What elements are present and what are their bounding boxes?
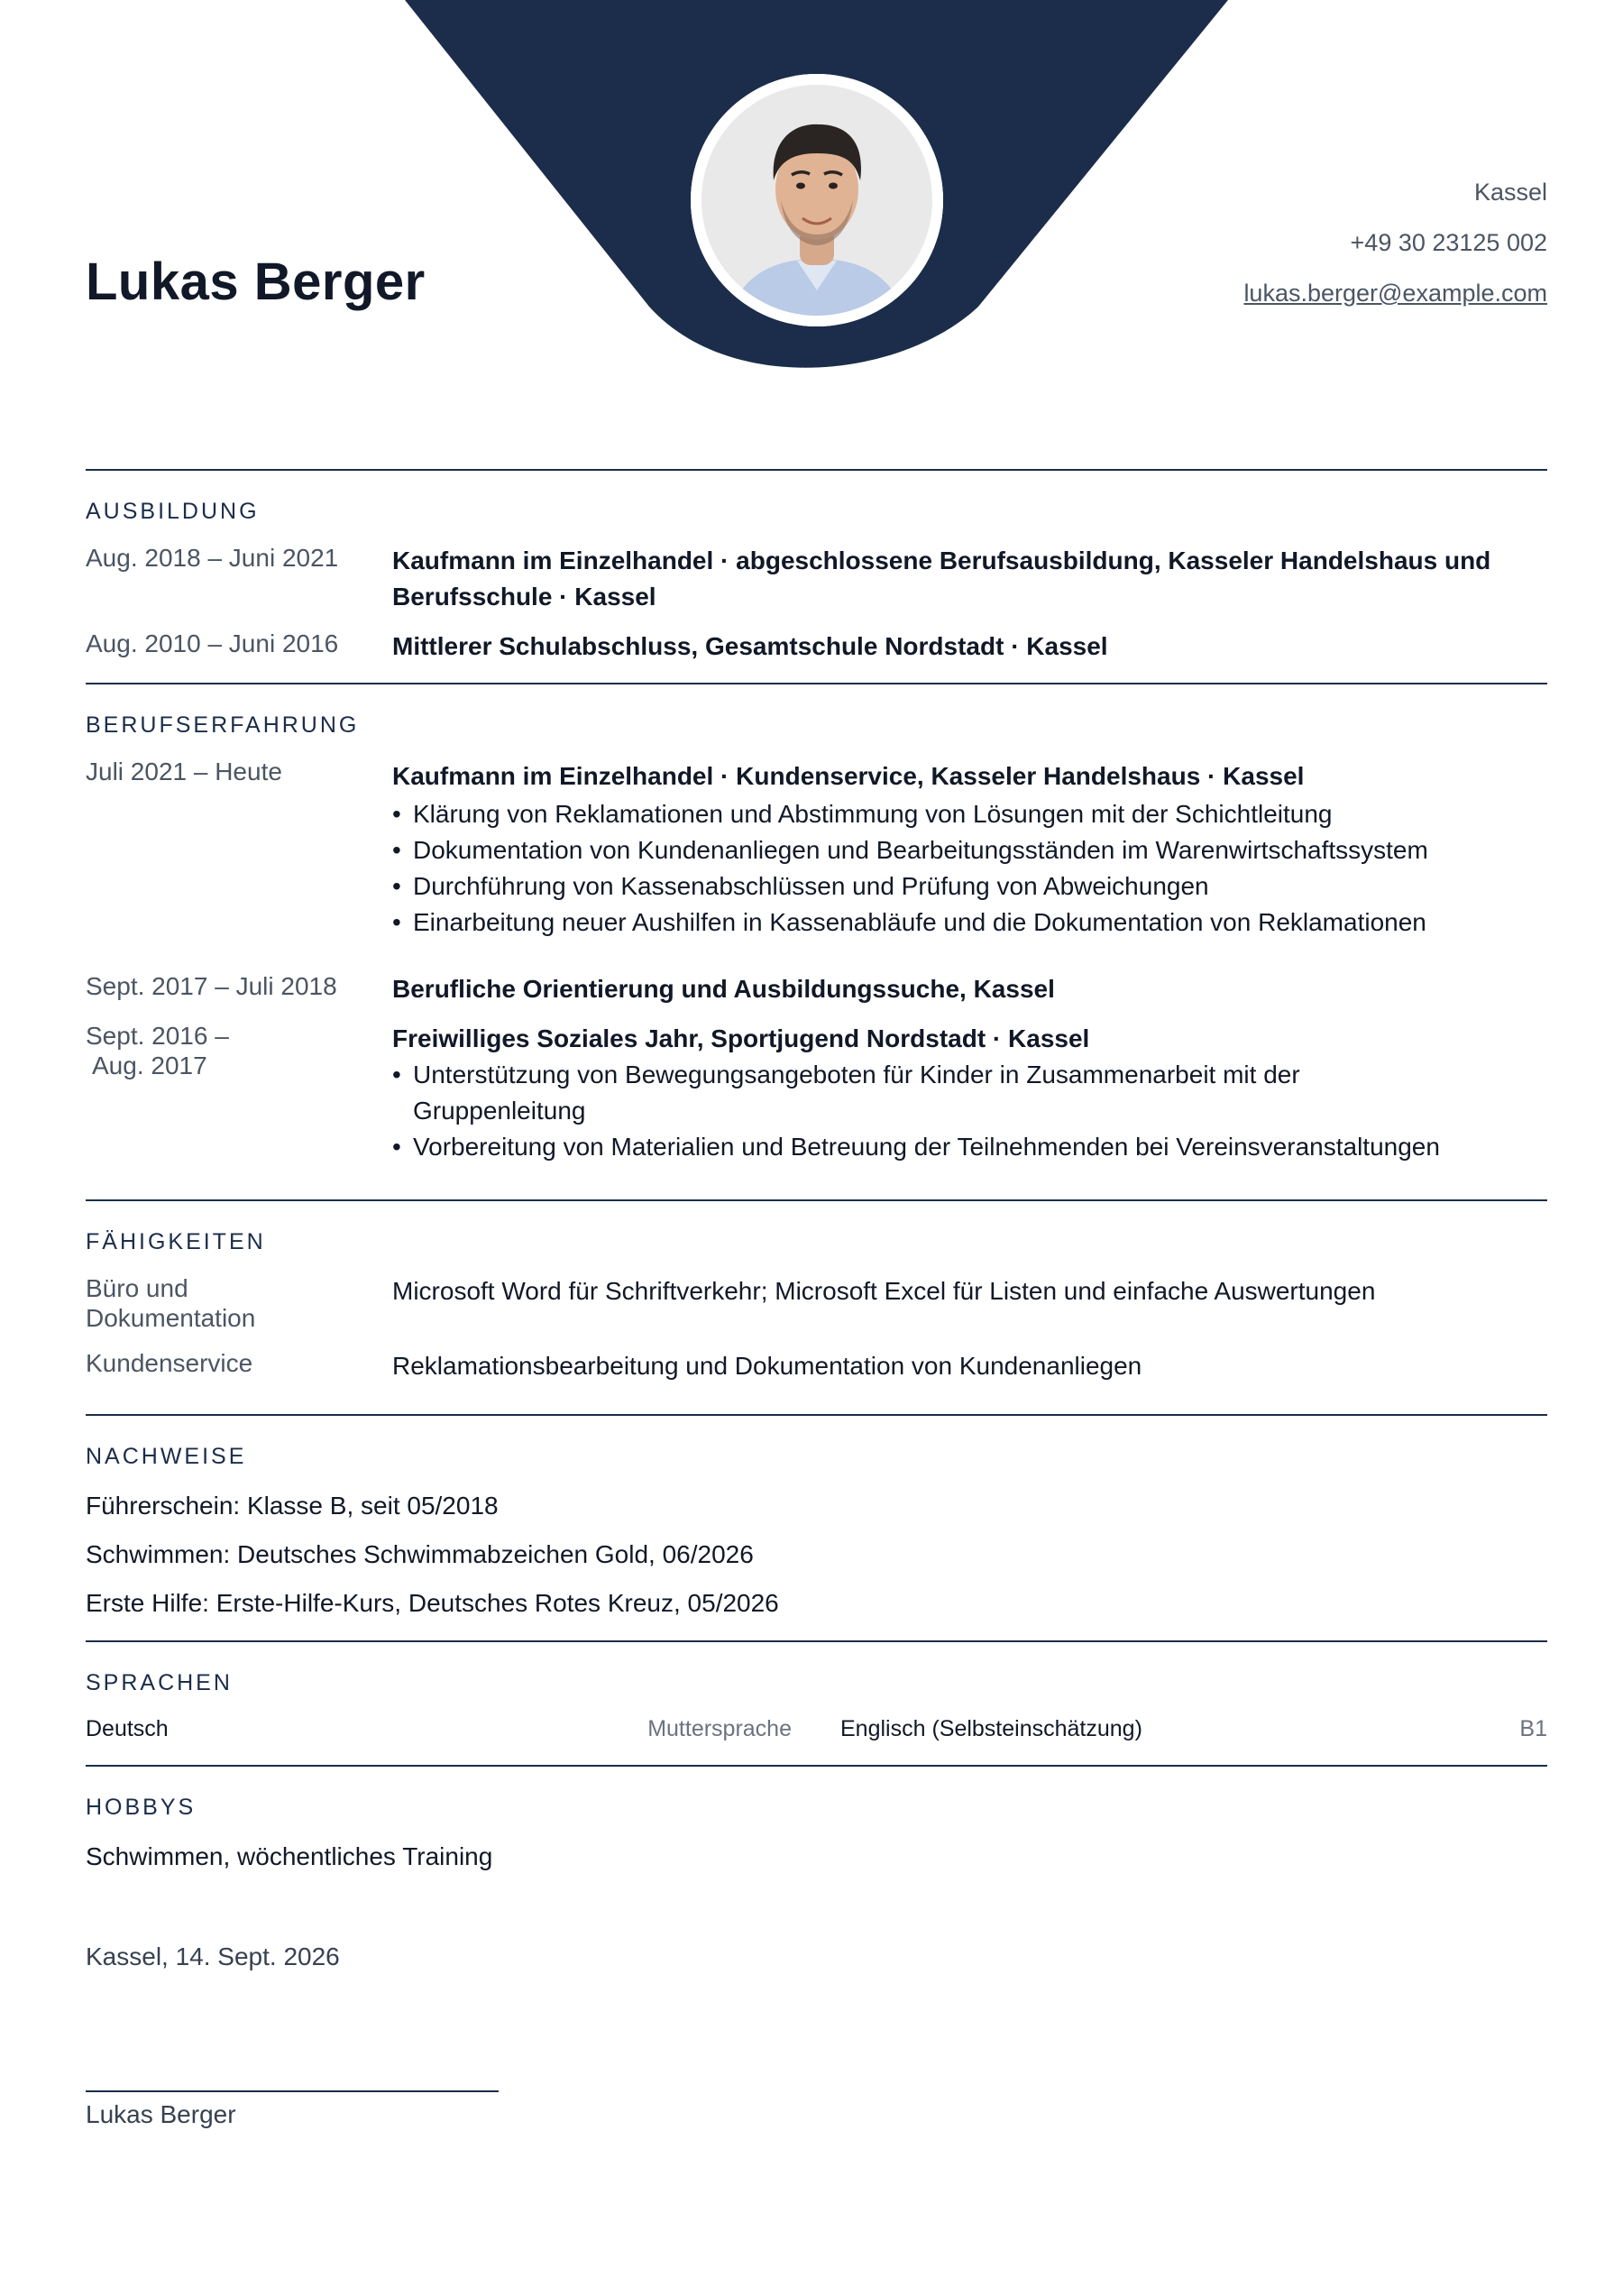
entry-title-line: Berufsschule · Kassel [392, 583, 656, 611]
entry-content [392, 543, 1547, 615]
list-item: Schwimmen: Deutsches Schwimmabzeichen Gold, 06/2026 [86, 1540, 754, 1568]
entry-date [86, 1021, 374, 1080]
signature-name: Lukas Berger [86, 2100, 236, 2128]
entry-title: Berufliche Orientierung und Ausbildungssuche, Kassel [392, 975, 1055, 1003]
section-title: HOBBYS [86, 1795, 197, 1820]
language-name: Deutsch [86, 1716, 169, 1741]
skill-label [86, 1273, 374, 1333]
bullet-list [392, 1057, 1547, 1165]
entry-title: Freiwilliges Soziales Jahr, Sportjugend Nordstadt · Kassel [392, 1024, 1090, 1052]
section-berufserfahrung [86, 683, 1547, 1201]
entry-content [392, 971, 1547, 1007]
list-item: Führerschein: Klasse B, seit 05/2018 [86, 1492, 499, 1520]
section-sprachen [86, 1640, 1547, 1767]
skill-value: Microsoft Word für Schriftverkehr; Microsoft Excel für Listen und einfache Auswertungen [392, 1277, 1376, 1305]
entry-title-line: Kaufmann im Einzelhandel · abgeschlossene Berufsausbildung, Kasseler Handelshaus und [392, 546, 1491, 574]
contact-city: Kassel [1473, 179, 1547, 206]
section-title: BERUFSERFAHRUNG [86, 712, 360, 738]
skill-label-line: Dokumentation [86, 1304, 256, 1332]
section-title: NACHWEISE [86, 1444, 247, 1469]
contact-email-link[interactable]: lukas.berger@example.com [1243, 280, 1547, 307]
entry-date-line: Aug. 2017 [92, 1052, 207, 1079]
entry-content [392, 629, 1547, 665]
entry-title: Mittlerer Schulabschluss, Gesamtschule Nordstadt · Kassel [392, 632, 1108, 660]
language-level: Muttersprache [647, 1716, 792, 1741]
entry-date: Aug. 2018 – Juni 2021 [86, 544, 339, 572]
skill-value: Reklamationsbearbeitung und Dokumentation von Kundenanliegen [392, 1352, 1142, 1380]
skill-label-line: Büro und [86, 1274, 188, 1302]
page-title: Lukas Berger [86, 253, 426, 311]
entry-date-line: Sept. 2016 – [86, 1022, 229, 1050]
language-name: Englisch (Selbsteinschätzung) [840, 1716, 1142, 1741]
hobby-text: Schwimmen, wöchentliches Training [86, 1842, 493, 1870]
section-ausbildung [86, 469, 1547, 684]
section-hobbys [86, 1765, 1547, 1884]
entry-title: Kaufmann im Einzelhandel · Kundenservice, Kasseler Handelshaus · Kassel [392, 762, 1305, 790]
place-date: Kassel, 14. Sept. 2026 [86, 1942, 340, 1970]
bullet-item: • Einarbeitung neuer Aushilfen in Kassenabläufe und die Dokumentation von Reklamationen [392, 905, 1547, 941]
bullet-list [392, 796, 1547, 941]
entry-date: Sept. 2017 – Juli 2018 [86, 972, 337, 1000]
list-item [86, 1714, 1547, 1747]
contact-block [1243, 171, 1547, 323]
list-item: Erste Hilfe: Erste-Hilfe-Kurs, Deutsches Rotes Kreuz, 05/2026 [86, 1589, 779, 1617]
entry-content [392, 757, 1547, 941]
entry-content [392, 1021, 1547, 1165]
contact-phone: +49 30 23125 002 [1350, 229, 1547, 256]
bullet-item: • Dokumentation von Kundenanliegen und Bearbeitungsständen im Warenwirtschaftssystem [392, 832, 1547, 868]
section-title: AUSBILDUNG [86, 499, 260, 524]
section-faehigkeiten [86, 1199, 1547, 1416]
bullet-item: • Durchführung von Kassenabschlüssen und Prüfung von Abweichungen [392, 868, 1547, 905]
section-title: FÄHIGKEITEN [86, 1229, 266, 1254]
avatar [691, 74, 943, 326]
skill-label: Kundenservice [86, 1349, 253, 1377]
bullet-text: Unterstützung von Bewegungsangeboten für Kinder in Zusammenarbeit mit der [413, 1061, 1300, 1088]
section-title: SPRACHEN [86, 1670, 233, 1695]
entry-date: Juli 2021 – Heute [86, 758, 282, 785]
bullet-text: Gruppenleitung [413, 1097, 586, 1125]
bullet-item [392, 1057, 1547, 1129]
section-nachweise [86, 1414, 1547, 1642]
entry-date: Aug. 2010 – Juni 2016 [86, 629, 339, 657]
language-level: B1 [1519, 1716, 1547, 1741]
bullet-item: • Klärung von Reklamationen und Abstimmung von Lösungen mit der Schichtleitung [392, 796, 1547, 832]
signature-line [86, 2090, 499, 2092]
bullet-item: • Vorbereitung von Materialien und Betreuung der Teilnehmenden bei Vereinsveranstaltungen [392, 1129, 1547, 1165]
